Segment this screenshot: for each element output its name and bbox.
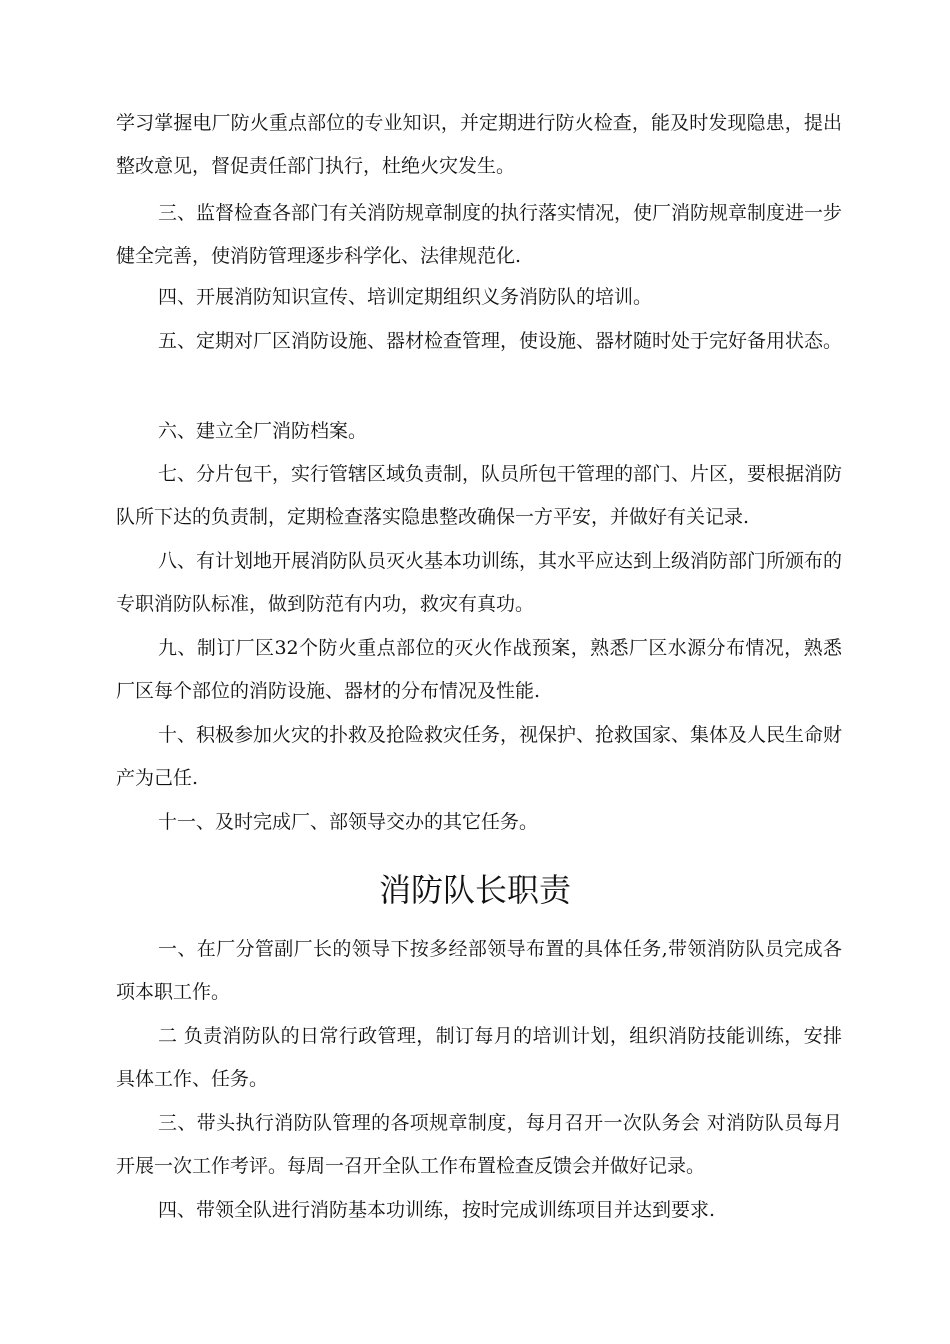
paragraph: 二 负责消防队的日常行政管理，制订每月的培训计划，组织消防技能训练，安排具体工作、任务。 — [116, 1025, 842, 1090]
section-title: 消防队长职责 — [378, 871, 571, 909]
paragraph: 九、制订厂区32个防火重点部位的灭火作战预案，熟悉厂区水源分布情况，熟悉厂区每个部位的消防设施、器材的分布情况及性能. — [116, 637, 842, 702]
paragraph: 十、积极参加火灾的扑救及抢险救灾任务，视保护、抢救国家、集体及人民生命财产为己任. — [116, 724, 843, 789]
paragraph: 四、开展消防知识宣传、培训定期组织义务消防队的培训。 — [158, 286, 653, 308]
paragraph: 三、监督检查各部门有关消防规章制度的执行落实情况，使厂消防规章制度进一步健全完善，使消防管理逐步科学化、法律规范化. — [116, 202, 843, 267]
paragraph: 一、在厂分管副厂长的领导下按多经部领导布置的具体任务,带领消防队员完成各项本职工作。 — [116, 938, 842, 1003]
paragraph: 五、定期对厂区消防设施、器材检查管理，使设施、器材随时处于完好备用状态。 — [158, 330, 843, 352]
paragraph: 三、带头执行消防队管理的各项规章制度，每月召开一次队务会 对消防队员每月开展一次工作考评。每周一召开全队工作布置检查反馈会并做好记录。 — [116, 1112, 842, 1177]
paragraph: 六、建立全厂消防档案。 — [158, 420, 368, 442]
paragraph: 学习掌握电厂防火重点部位的专业知识，并定期进行防火检查，能及时发现隐患，提出整改意见，督促责任部门执行，杜绝火灾发生。 — [116, 112, 842, 177]
paragraph: 四、带领全队进行消防基本功训练，按时完成训练项目并达到要求. — [158, 1199, 716, 1221]
paragraph: 八、有计划地开展消防队员灭火基本功训练，其水平应达到上级消防部门所颁布的专职消防队标准，做到防范有内功，救灾有真功。 — [116, 550, 843, 615]
paragraph: 七、分片包干，实行管辖区域负责制，队员所包干管理的部门、片区，要根据消防队所下达的负责制，定期检查落实隐患整改确保一方平安，并做好有关记录. — [116, 463, 843, 528]
paragraph: 十一、及时完成厂、部领导交办的其它任务。 — [158, 811, 539, 833]
